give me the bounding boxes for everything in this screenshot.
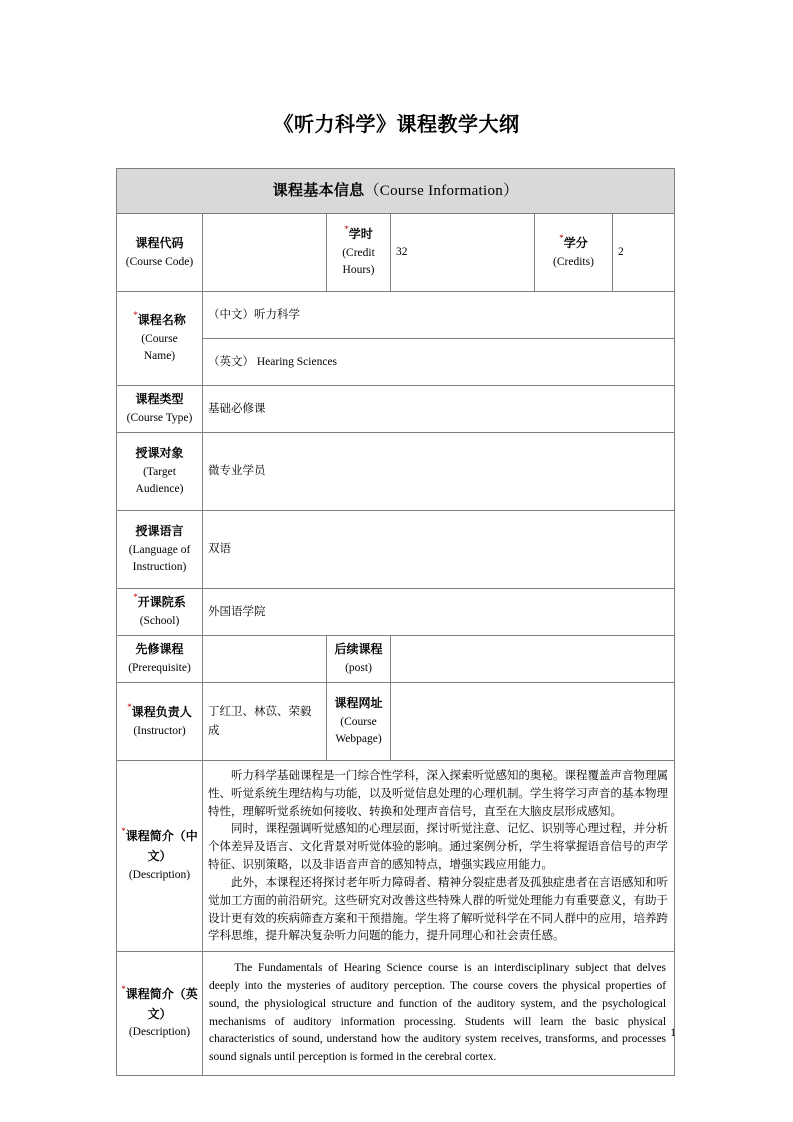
required-marker-icon: * [559, 232, 564, 243]
value-credit-hours[interactable]: 32 [391, 214, 535, 292]
course-name-en-prefix: （英文） [208, 353, 254, 368]
value-course-type[interactable] [203, 386, 675, 433]
label-post-course-en: (post) [345, 662, 372, 674]
value-post-course[interactable] [391, 636, 675, 683]
table-row [117, 952, 675, 1076]
table-header-cell [117, 169, 675, 214]
value-language[interactable] [203, 511, 675, 589]
label-description-en-text: 课程简介（英文） [125, 986, 198, 1021]
value-school[interactable] [203, 589, 675, 636]
table-row [117, 511, 675, 589]
label-course-code-en: (Course Code) [125, 255, 194, 268]
required-marker-icon: * [133, 592, 138, 603]
label-school-en: (School) [139, 615, 180, 627]
label-course-type [117, 386, 203, 433]
label-post-course [327, 636, 391, 683]
course-name-en-value: Hearing Sciences [256, 355, 338, 368]
label-description-cn-en: (Description) [128, 868, 191, 881]
value-credits[interactable]: 2 [613, 214, 675, 292]
label-target-audience [117, 433, 203, 511]
label-language-en-2: Instruction) [132, 561, 187, 574]
value-school-text: 外国语学院 [208, 603, 266, 618]
page-title: 《听力科学》课程教学大纲 [273, 112, 520, 136]
course-name-cn-prefix: （中文） [208, 306, 254, 321]
value-target-audience-text: 微专业学员 [208, 463, 266, 478]
table-row [117, 761, 675, 952]
label-course-webpage-cn: 课程网址 [334, 695, 383, 710]
label-description-en-en: (Description) [128, 1026, 191, 1039]
description-cn-paragraph: 听力科学基础课程是一门综合性学科，深入探索听觉感知的奥秘。课程覆盖声音物理属性、听觉系统生理结构与功能，以及听觉信息处理的心理机制。学生将学习声音的基本物理特性，理解听觉系统如何接收、转换和处理声音信号，直至在大脑皮层形成感知。 [208, 768, 669, 818]
table-row [117, 433, 675, 511]
table-row [117, 292, 675, 339]
table-row [117, 589, 675, 636]
label-instructor-en: (Instructor) [133, 724, 186, 737]
page-number: 1 [670, 1027, 676, 1039]
label-course-type-en: (Course Type) [126, 412, 193, 424]
value-course-name-cn[interactable] [203, 292, 675, 339]
label-language-cn: 授课语言 [135, 523, 184, 538]
label-course-webpage-en-2: Webpage) [335, 733, 382, 746]
table-row [117, 636, 675, 683]
label-post-course-cn: 后续课程 [334, 642, 383, 657]
label-instructor [117, 683, 203, 761]
label-prerequisite [117, 636, 203, 683]
label-credits-en: (Credits) [553, 255, 594, 268]
description-cn-paragraph: 同时，课程强调听觉感知的心理层面，探讨听觉注意、记忆、识别等心理过程，并分析个体差异及语言、文化背景对听觉体验的影响。通过案例分析，学生将掌握语音信号的声学特征、识别策略，以及非语音声音的感知特点，增强实践应用能力。 [208, 821, 669, 872]
value-prerequisite[interactable] [203, 636, 327, 683]
required-marker-icon: * [133, 309, 138, 320]
label-prerequisite-cn: 先修课程 [135, 642, 184, 657]
label-course-code-cn: 课程代码 [135, 235, 184, 250]
label-credit-hours [327, 214, 391, 292]
value-course-webpage[interactable] [391, 683, 675, 761]
value-course-type-text: 基础必修课 [208, 400, 266, 415]
label-description-cn-text: 课程简介（中文） [125, 829, 198, 864]
label-course-type-cn: 课程类型 [135, 392, 184, 407]
label-course-name-en-2: Name) [143, 350, 176, 363]
label-credits-cn: 学分 [563, 235, 588, 250]
label-course-name-cn: 课程名称 [137, 312, 186, 327]
table-row [117, 683, 675, 761]
label-target-audience-en-2: Audience) [135, 483, 184, 496]
table-header-en: （Course Information） [364, 182, 519, 199]
label-instructor-cn: 课程负责人 [131, 704, 192, 719]
value-language-text: 双语 [208, 541, 231, 556]
value-target-audience[interactable] [203, 433, 675, 511]
value-description-cn[interactable] [203, 761, 675, 952]
label-course-name-en-1: (Course [141, 332, 178, 345]
label-description-en [117, 952, 203, 1076]
table-row [117, 386, 675, 433]
required-marker-icon: * [121, 983, 126, 994]
course-name-cn-value: 听力科学 [254, 306, 300, 321]
label-language-en-1: (Language of [128, 543, 191, 556]
value-instructor[interactable] [203, 683, 327, 761]
label-credits [535, 214, 613, 292]
description-cn-paragraph: 此外，本课程还将探讨老年听力障碍者、精神分裂症患者及孤独症患者在言语感知和听觉加工方面的前沿研究。这些研究对改善这些特殊人群的听觉处理能力有重要意义，有助于设计更有效的疾病筛查方案和干预措施。学生将了解听觉科学在不同人群中的应用，培养跨学科思维，提升解决复杂听力问题的能力，提升同理心和社会责任感。 [208, 874, 669, 943]
label-course-webpage [327, 683, 391, 761]
course-information-table [116, 168, 675, 1076]
value-course-name-en[interactable] [203, 339, 675, 386]
label-credit-hours-en-1: (Credit [342, 246, 375, 259]
label-description-cn [117, 761, 203, 952]
table-header-row [117, 169, 675, 214]
label-target-audience-en-1: (Target [143, 465, 176, 478]
label-language [117, 511, 203, 589]
label-credit-hours-en-2: Hours) [342, 264, 375, 277]
required-marker-icon: * [344, 223, 349, 234]
description-en-paragraph: The Fundamentals of Hearing Science course is an interdisciplinary subject that delves deeply into the mysteries of auditory perception. The course covers the physical properties of sound, the physiological structure and function of the auditory system, and the psychological mechanisms of auditory information processing. Students will learn the basic physical characteristics of sound, understand how the auditory system receives, transforms, and processes sound signals until perception is formed in the cerebral cortex. [209, 962, 667, 1064]
label-course-webpage-en-1: (Course [340, 715, 377, 728]
label-prerequisite-en: (Prerequisite) [128, 662, 191, 674]
label-school [117, 589, 203, 636]
label-school-cn: 开课院系 [137, 595, 186, 610]
required-marker-icon: * [127, 701, 132, 712]
label-course-code [117, 214, 203, 292]
label-target-audience-cn: 授课对象 [135, 445, 184, 460]
label-course-name [117, 292, 203, 386]
value-instructor-text: 丁红卫、林苡、荣毅成 [208, 703, 312, 737]
value-description-en[interactable] [203, 952, 675, 1076]
value-course-code[interactable] [203, 214, 327, 292]
label-credit-hours-cn: 学时 [348, 226, 373, 241]
table-row [117, 214, 675, 292]
required-marker-icon: * [121, 826, 126, 837]
table-header-cn: 课程基本信息 [272, 180, 365, 199]
